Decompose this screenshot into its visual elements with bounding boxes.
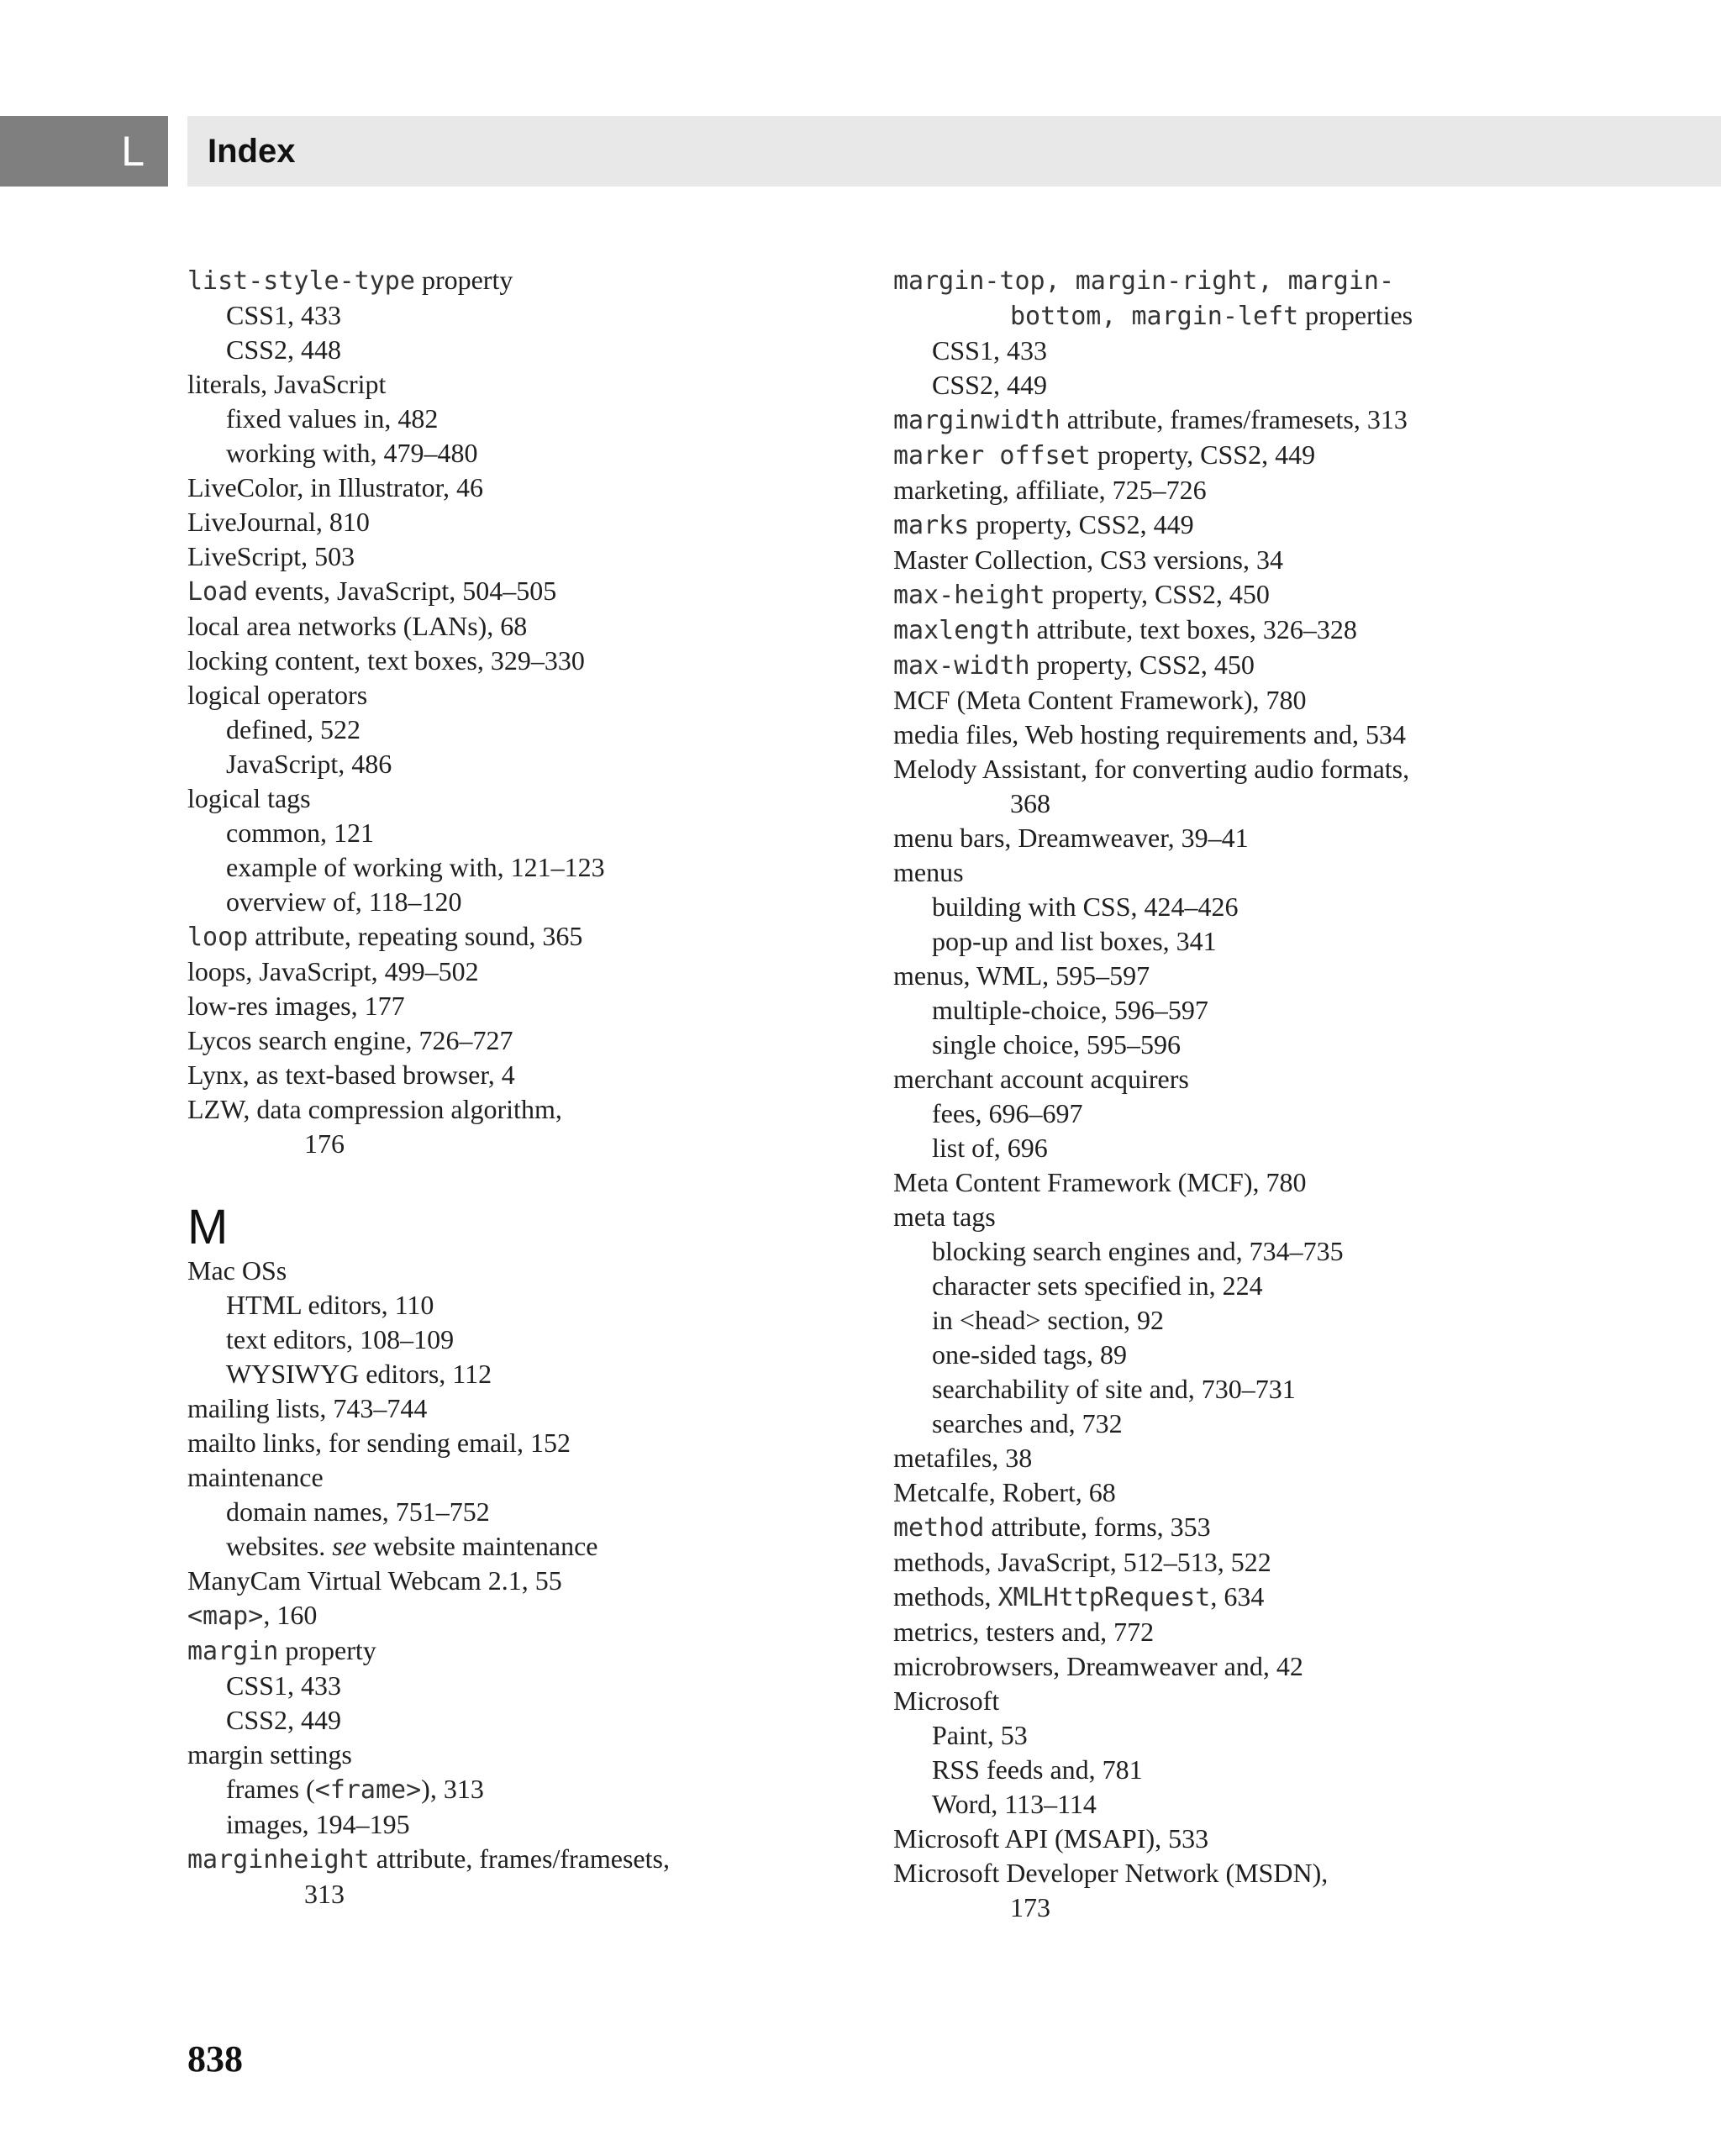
index-subentry: [187, 1772, 843, 1807]
entry-text: Metcalfe, Robert, 68: [893, 1477, 1116, 1507]
entry-text: metrics, testers and, 772: [893, 1617, 1155, 1647]
index-subentry: [893, 993, 1532, 1028]
index-entry: [187, 367, 843, 402]
entry-text: methods, JavaScript, 512–513, 522: [893, 1547, 1271, 1577]
index-entry: [187, 1598, 843, 1633]
entry-see-reference: see: [332, 1531, 367, 1561]
entry-text: property: [278, 1635, 376, 1665]
index-entry: [187, 1058, 843, 1092]
entry-text: microbrowsers, Dreamweaver and, 42: [893, 1651, 1303, 1681]
index-entry: [187, 471, 843, 505]
entry-text: attribute, forms, 353: [984, 1512, 1211, 1542]
entry-text: attribute, text boxes, 326–328: [1029, 614, 1357, 644]
entry-text: ), 313: [421, 1774, 484, 1804]
entry-text: overview of, 118–120: [226, 886, 462, 917]
index-subentry: [187, 816, 843, 850]
index-entry: [187, 609, 843, 644]
index-entry: [893, 613, 1532, 648]
entry-code-term: <map>: [187, 1601, 264, 1631]
entry-code-term: method: [893, 1513, 985, 1543]
entry-code-term: loop: [187, 923, 249, 952]
entry-text: LiveScript, 503: [187, 541, 355, 571]
entry-text: menus, WML, 595–597: [893, 960, 1150, 991]
index-entry: [187, 539, 843, 574]
index-subentry: [187, 1495, 843, 1529]
entry-text: Microsoft Developer Network (MSDN),: [893, 1858, 1329, 1888]
entry-text: single choice, 595–596: [932, 1029, 1181, 1060]
index-subentry: [893, 1753, 1532, 1787]
index-subentry: [187, 1288, 843, 1323]
index-entry: [187, 781, 843, 816]
entry-code-term: Load: [187, 577, 249, 607]
index-subentry: [187, 298, 843, 333]
entry-text: property: [414, 265, 513, 295]
entry-text: methods,: [893, 1581, 998, 1612]
index-subentry: [893, 1096, 1532, 1131]
entry-text: example of working with, 121–123: [226, 852, 605, 882]
entry-text: locking content, text boxes, 329–330: [187, 645, 585, 676]
entry-text: property, CSS2, 450: [1045, 579, 1270, 609]
entry-text: mailto links, for sending email, 152: [187, 1428, 571, 1458]
index-subentry: [187, 1529, 843, 1564]
entry-code-term: maxlength: [893, 616, 1030, 645]
entry-code-term: list-style-type: [187, 266, 415, 296]
entry-text: loops, JavaScript, 499–502: [187, 956, 479, 986]
entry-text: attribute, repeating sound, 365: [248, 921, 583, 951]
entry-text: multiple-choice, 596–597: [932, 995, 1208, 1025]
index-entry: [893, 683, 1532, 718]
page-number: 838: [187, 2038, 243, 2080]
index-entry-continuation: [893, 298, 1532, 334]
entry-text: 176: [304, 1128, 345, 1159]
entry-text: CSS2, 448: [226, 334, 341, 365]
index-entry: [187, 505, 843, 539]
entry-text: literals, JavaScript: [187, 369, 387, 399]
index-subentry: [893, 1028, 1532, 1062]
entry-text: images, 194–195: [226, 1809, 410, 1839]
entry-text: events, JavaScript, 504–505: [248, 576, 557, 606]
entry-code-term: XMLHttpRequest: [997, 1583, 1211, 1612]
index-subentry: [187, 747, 843, 781]
entry-text: list of, 696: [932, 1133, 1048, 1163]
entry-text: mailing lists, 743–744: [187, 1393, 428, 1423]
entry-text: local area networks (LANs), 68: [187, 611, 528, 641]
index-subentry: [187, 402, 843, 436]
entry-text: domain names, 751–752: [226, 1496, 490, 1527]
entry-text: websites.: [226, 1531, 333, 1561]
index-subentry: [187, 333, 843, 367]
entry-text: meta tags: [893, 1202, 996, 1232]
index-subentry: [187, 1323, 843, 1357]
entry-text: Melody Assistant, for converting audio formats,: [893, 754, 1410, 784]
entry-text: logical operators: [187, 680, 368, 710]
index-entry: [187, 644, 843, 678]
section-letter: M: [187, 1200, 229, 1254]
index-entry: [893, 1580, 1532, 1615]
index-subentry: [187, 885, 843, 919]
index-entry: [893, 648, 1532, 683]
entry-text: website maintenance: [366, 1531, 598, 1561]
index-entry: [893, 1475, 1532, 1510]
entry-text: searchability of site and, 730–731: [932, 1374, 1296, 1404]
index-subentry: [187, 1703, 843, 1738]
entry-text: HTML editors, 110: [226, 1290, 434, 1320]
index-entry: [893, 752, 1532, 786]
entry-text: ManyCam Virtual Webcam 2.1, 55: [187, 1565, 562, 1596]
index-entry: [187, 1633, 843, 1669]
index-subentry: [893, 924, 1532, 959]
index-subentry: [187, 850, 843, 885]
index-entry: [893, 577, 1532, 613]
entry-text: pop-up and list boxes, 341: [932, 926, 1217, 956]
index-entry: [187, 1564, 843, 1598]
index-entry: [893, 473, 1532, 507]
index-subentry: [187, 436, 843, 471]
index-subentry: [893, 1303, 1532, 1338]
index-entry: [893, 1649, 1532, 1684]
header-band: [187, 116, 1721, 187]
entry-text: logical tags: [187, 783, 311, 813]
index-entry: [893, 1856, 1532, 1890]
entry-text: WYSIWYG editors, 112: [226, 1359, 492, 1389]
entry-text: , 634: [1210, 1581, 1265, 1612]
index-subentry: [893, 1234, 1532, 1269]
entry-text: Master Collection, CS3 versions, 34: [893, 544, 1283, 575]
entry-text: 313: [304, 1879, 345, 1909]
index-entry: [893, 1510, 1532, 1545]
index-entry: [187, 1738, 843, 1772]
entry-text: defined, 522: [226, 714, 361, 744]
index-entry: [187, 954, 843, 989]
index-subentry: [893, 1787, 1532, 1822]
index-subentry: [187, 1669, 843, 1703]
entry-text: marketing, affiliate, 725–726: [893, 475, 1207, 505]
entry-text: building with CSS, 424–426: [932, 891, 1239, 922]
index-entry: [187, 574, 843, 609]
index-entry: [893, 1441, 1532, 1475]
entry-text: low-res images, 177: [187, 991, 405, 1021]
chapter-tab-letter: L: [121, 128, 145, 175]
index-subentry: [893, 334, 1532, 368]
index-entry: [893, 543, 1532, 577]
page-title: Index: [208, 133, 296, 170]
entry-text: Mac OSs: [187, 1255, 287, 1286]
entry-code-term: margin: [187, 1637, 279, 1666]
entry-text: in <head> section, 92: [932, 1305, 1165, 1335]
entry-code-term: max-width: [893, 651, 1030, 681]
entry-text: property, CSS2, 449: [1090, 439, 1316, 470]
index-entry: [893, 438, 1532, 473]
entry-code-term: bottom, margin-left: [1010, 302, 1299, 331]
entry-text: properties: [1298, 300, 1413, 330]
entry-code-term: max-height: [893, 581, 1045, 610]
entry-text: Microsoft API (MSAPI), 533: [893, 1823, 1209, 1854]
index-subentry: [893, 1718, 1532, 1753]
entry-code-term: marginheight: [187, 1845, 370, 1875]
index-entry-continuation: [187, 1877, 843, 1911]
entry-text: Paint, 53: [932, 1720, 1028, 1750]
index-entry: [187, 678, 843, 713]
entry-text: property, CSS2, 450: [1029, 649, 1255, 680]
index-entry: [893, 821, 1532, 855]
index-subentry: [187, 1357, 843, 1391]
index-column-left: [187, 263, 843, 1911]
entry-text: attribute, frames/framesets,: [369, 1843, 670, 1874]
entry-text: metafiles, 38: [893, 1443, 1033, 1473]
entry-text: CSS1, 433: [226, 300, 341, 330]
entry-text: CSS2, 449: [932, 370, 1047, 400]
entry-text: attribute, frames/framesets, 313: [1060, 404, 1408, 434]
index-subentry: [893, 368, 1532, 402]
entry-text: 173: [1010, 1892, 1050, 1922]
entry-text: LiveColor, in Illustrator, 46: [187, 472, 484, 502]
entry-text: Microsoft: [893, 1685, 1000, 1716]
entry-code-term: marks: [893, 511, 970, 540]
entry-code-term: margin-top, margin-right, margin-: [893, 266, 1395, 296]
index-entry: [187, 1842, 843, 1877]
entry-code-term: <frame>: [314, 1775, 422, 1805]
entry-code-term: marginwidth: [893, 406, 1060, 435]
index-entry: [187, 1391, 843, 1426]
entry-text: fees, 696–697: [932, 1098, 1083, 1128]
index-subentry: [187, 713, 843, 747]
entry-text: frames (: [226, 1774, 315, 1804]
index-entry: [893, 1615, 1532, 1649]
entry-text: LiveJournal, 810: [187, 507, 370, 537]
entry-text: CSS2, 449: [226, 1705, 341, 1735]
entry-text: common, 121: [226, 818, 374, 848]
index-entry: [893, 507, 1532, 543]
entry-code-term: marker offset: [893, 441, 1091, 471]
entry-text: CSS1, 433: [226, 1670, 341, 1701]
entry-text: property, CSS2, 449: [969, 509, 1194, 539]
entry-text: CSS1, 433: [932, 335, 1047, 365]
index-subentry: [187, 1807, 843, 1842]
index-entry: [187, 263, 843, 298]
entry-text: LZW, data compression algorithm,: [187, 1094, 562, 1124]
index-subentry: [893, 1407, 1532, 1441]
entry-text: menus: [893, 857, 964, 887]
index-entry: [893, 1165, 1532, 1200]
index-entry: [893, 718, 1532, 752]
index-entry-continuation: [893, 786, 1532, 821]
entry-text: margin settings: [187, 1739, 352, 1769]
entry-text: menu bars, Dreamweaver, 39–41: [893, 823, 1249, 853]
entry-text: media files, Web hosting requirements and, 534: [893, 719, 1407, 749]
index-entry: [187, 1092, 843, 1127]
index-entry: [187, 1426, 843, 1460]
index-subentry: [893, 1131, 1532, 1165]
index-entry: [893, 855, 1532, 890]
index-entry-continuation: [893, 1890, 1532, 1925]
entry-text: character sets specified in, 224: [932, 1270, 1263, 1301]
index-entry: [893, 402, 1532, 438]
entry-text: Lycos search engine, 726–727: [187, 1025, 513, 1055]
entry-text: working with, 479–480: [226, 438, 478, 468]
entry-text: merchant account acquirers: [893, 1064, 1189, 1094]
index-entry: [187, 1023, 843, 1058]
index-entry: [893, 1822, 1532, 1856]
index-entry: [893, 1545, 1532, 1580]
index-entry: [187, 989, 843, 1023]
entry-text: maintenance: [187, 1462, 324, 1492]
index-entry: [187, 1254, 843, 1288]
index-subentry: [893, 1372, 1532, 1407]
entry-text: Meta Content Framework (MCF), 780: [893, 1167, 1307, 1197]
entry-text: one-sided tags, 89: [932, 1339, 1127, 1370]
index-subentry: [893, 1338, 1532, 1372]
index-column-right: [893, 263, 1532, 1925]
index-entry: [187, 1460, 843, 1495]
entry-text: JavaScript, 486: [226, 749, 392, 779]
entry-text: MCF (Meta Content Framework), 780: [893, 685, 1307, 715]
entry-text: , 160: [263, 1600, 318, 1630]
entry-text: searches and, 732: [932, 1408, 1123, 1438]
chapter-tab: [0, 116, 168, 187]
index-entry: [893, 1684, 1532, 1718]
entry-text: blocking search engines and, 734–735: [932, 1236, 1344, 1266]
index-entry: [893, 1200, 1532, 1234]
index-subentry: [893, 1269, 1532, 1303]
entry-text: RSS feeds and, 781: [932, 1754, 1143, 1785]
entry-text: fixed values in, 482: [226, 403, 439, 434]
index-entry-continuation: [187, 1127, 843, 1161]
index-subentry: [893, 890, 1532, 924]
index-entry: [187, 919, 843, 954]
entry-text: Word, 113–114: [932, 1789, 1097, 1819]
entry-text: text editors, 108–109: [226, 1324, 455, 1354]
index-entry: [893, 1062, 1532, 1096]
entry-text: 368: [1010, 788, 1050, 818]
index-entry: [893, 263, 1532, 298]
entry-text: Lynx, as text-based browser, 4: [187, 1060, 515, 1090]
index-entry: [893, 959, 1532, 993]
